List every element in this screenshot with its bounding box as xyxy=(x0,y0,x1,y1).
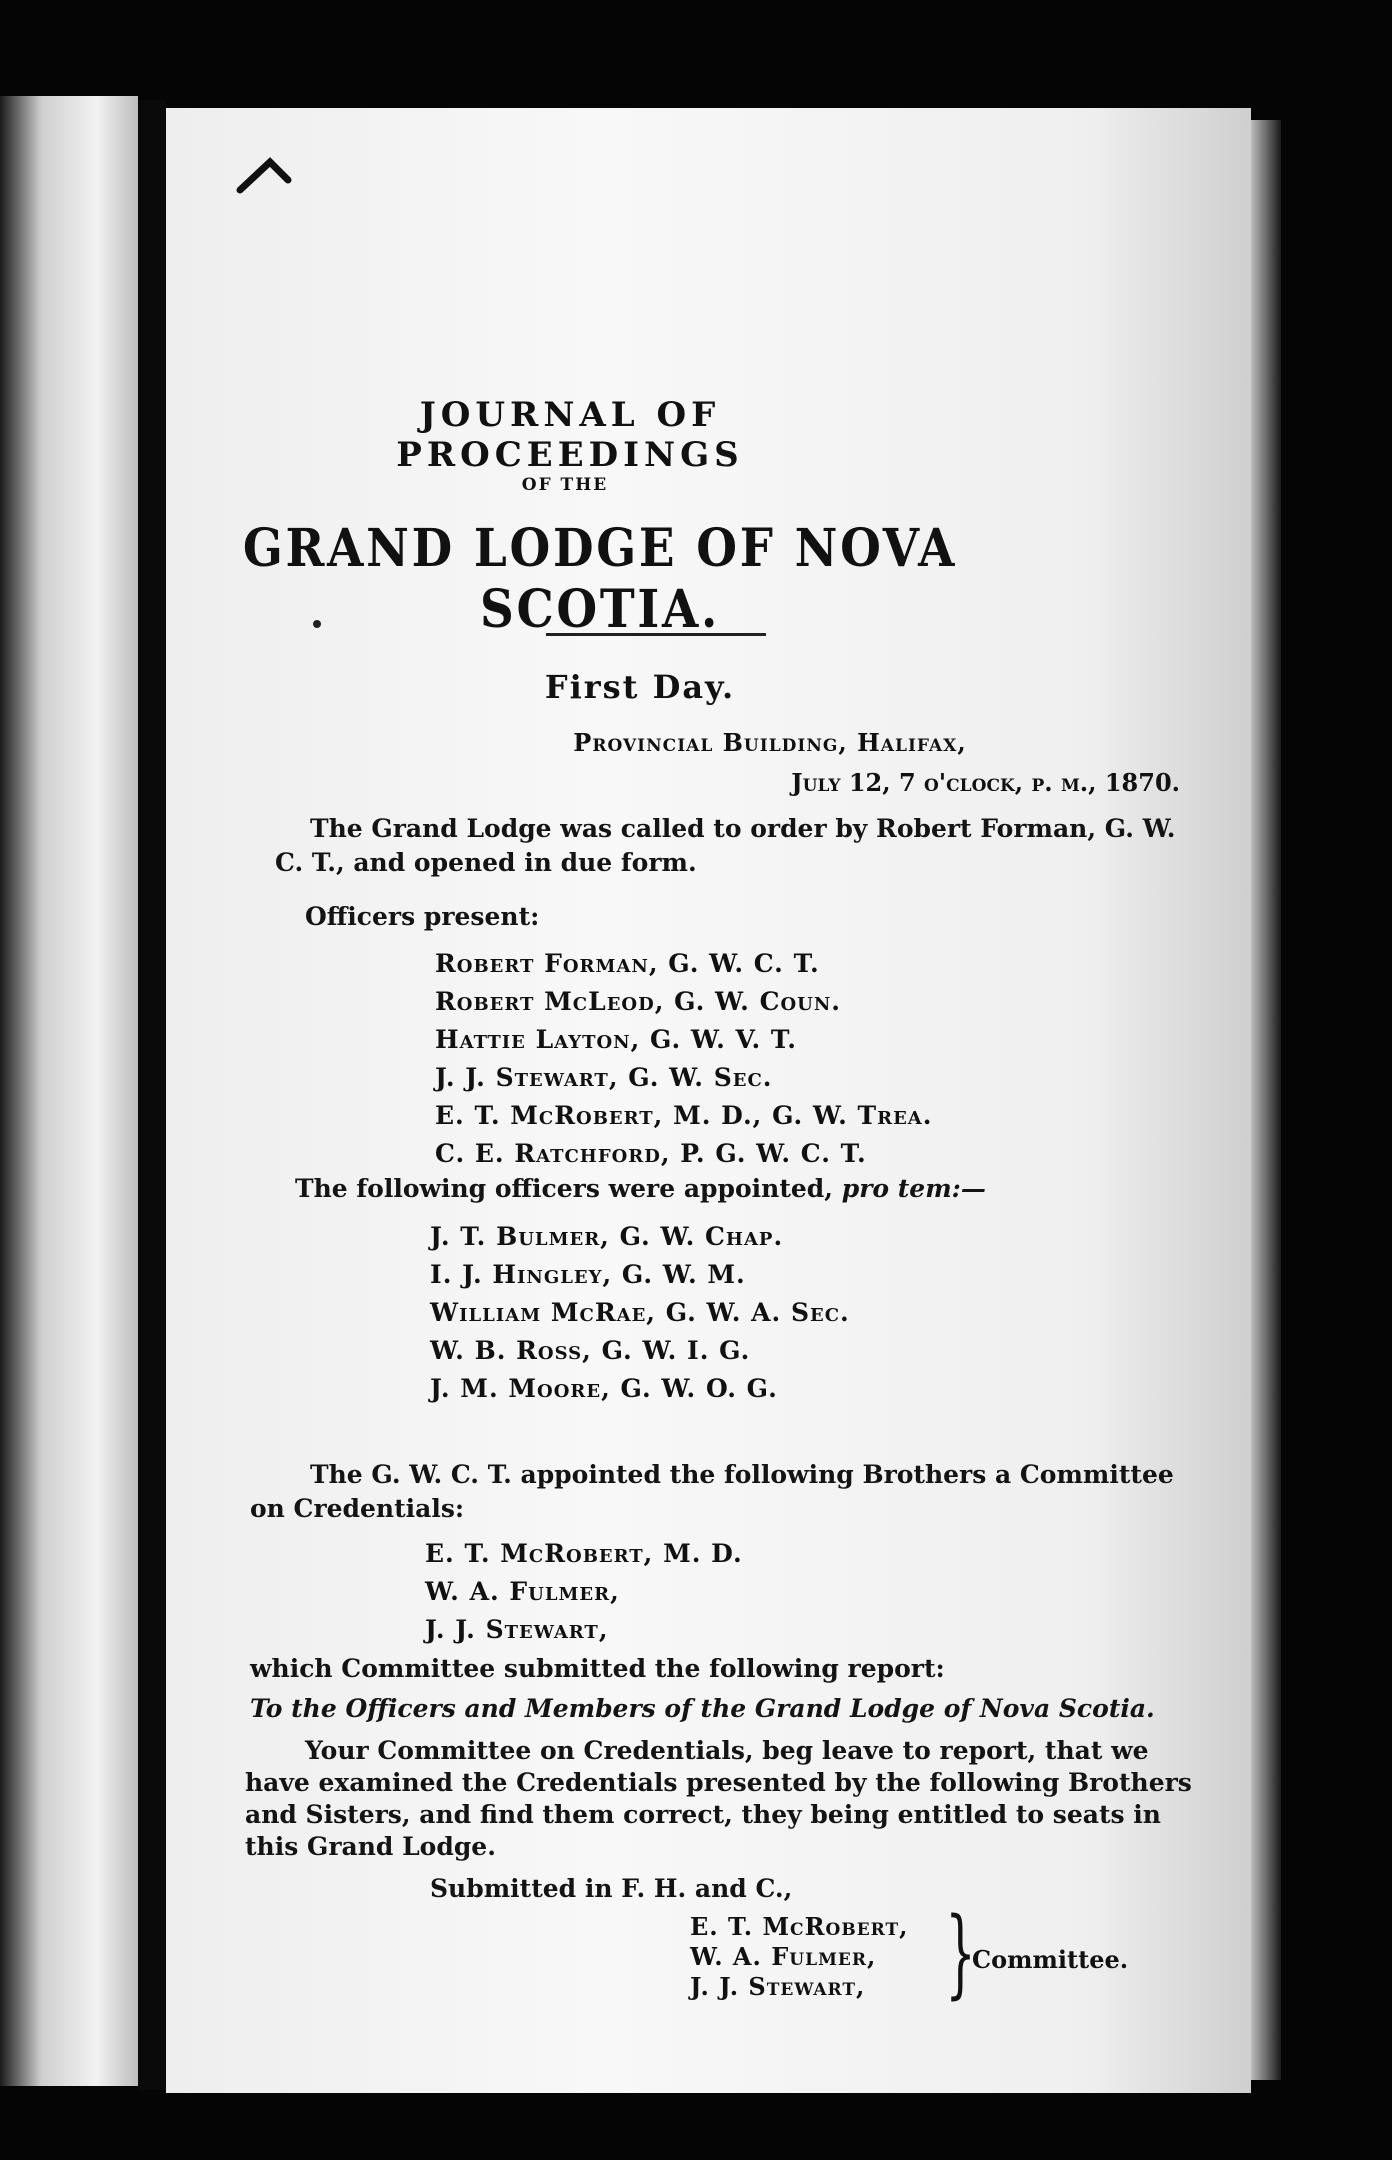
committee-intro-paragraph: The G. W. C. T. appointed the following Brothers a Committee on Credentials: xyxy=(250,1460,1174,1523)
committee-label: Committee. xyxy=(972,1945,1129,1974)
officer-item: Robert Forman, G. W. C. T. xyxy=(435,949,820,978)
called-to-order-paragraph: The Grand Lodge was called to order by Robert Forman, G. W. C. T., and opened in due form. xyxy=(275,814,1176,877)
report-intro: which Committee submitted the following report: xyxy=(250,1654,945,1683)
lodge-title: GRAND LODGE OF NOVA SCOTIA. xyxy=(242,518,958,640)
officer-item: Robert McLeod, G. W. Coun. xyxy=(435,987,842,1016)
appointed-item: J. T. Bulmer, G. W. Chap. xyxy=(430,1222,784,1251)
pro-tem-italic: pro tem:— xyxy=(841,1174,986,1203)
place-line: Provincial Building, Halifax, xyxy=(573,728,967,757)
appointed-item: I. J. Hingley, G. W. M. xyxy=(430,1260,746,1289)
appointed-item: W. B. Ross, G. W. I. G. xyxy=(430,1336,751,1365)
officer-item: C. E. Ratchford, P. G. W. C. T. xyxy=(435,1139,867,1168)
committee-member: E. T. McRobert, M. D. xyxy=(425,1539,743,1568)
journal-title: JOURNAL OF PROCEEDINGS xyxy=(396,395,744,475)
officers-present-list xyxy=(435,945,1135,1173)
right-page-edge xyxy=(1251,120,1281,2080)
appointed-item: William McRae, G. W. A. Sec. xyxy=(430,1298,850,1327)
report-text: Your Committee on Credentials, beg leave to report, that we have examined the Credentials presented by the following Brothers and Sisters, and find them correct, they being entitled to seats in this Grand Lodge. xyxy=(245,1736,1192,1861)
submitted-line: Submitted in F. H. and C., xyxy=(430,1874,793,1903)
appointed-item: J. M. Moore, G. W. O. G. xyxy=(430,1374,778,1403)
left-page-edge xyxy=(0,96,138,2086)
book-gutter xyxy=(138,100,166,2090)
officer-item: Hattie Layton, G. W. V. T. xyxy=(435,1025,797,1054)
signatory: W. A. Fulmer, xyxy=(690,1942,877,1971)
appointed-intro-text: The following officers were appointed, xyxy=(295,1174,833,1203)
date-line: July 12, 7 o'clock, p. m., 1870. xyxy=(791,768,1180,797)
brace-symbol: } xyxy=(945,1897,976,2009)
signatory: J. J. Stewart, xyxy=(690,1972,866,2001)
appointed-intro xyxy=(295,1172,1195,1206)
committee-member: W. A. Fulmer, xyxy=(425,1577,620,1606)
committee-members-list xyxy=(425,1535,925,1649)
appointed-officers-list xyxy=(430,1218,1130,1408)
committee-member: J. J. Stewart, xyxy=(425,1615,609,1644)
report-address: To the Officers and Members of the Grand Lodge of Nova Scotia. xyxy=(250,1694,1155,1723)
decorative-dot xyxy=(313,620,321,628)
officer-item: J. J. Stewart, G. W. Sec. xyxy=(435,1063,773,1092)
officer-item: E. T. McRobert, M. D., G. W. Trea. xyxy=(435,1101,933,1130)
officers-present-label: Officers present: xyxy=(305,902,540,931)
title-of-the: OF THE xyxy=(521,475,609,495)
first-day-heading: First Day. xyxy=(544,668,736,706)
signatory: E. T. McRobert, xyxy=(690,1912,909,1941)
pen-mark-illustration xyxy=(230,150,310,210)
title-rule xyxy=(546,633,766,636)
